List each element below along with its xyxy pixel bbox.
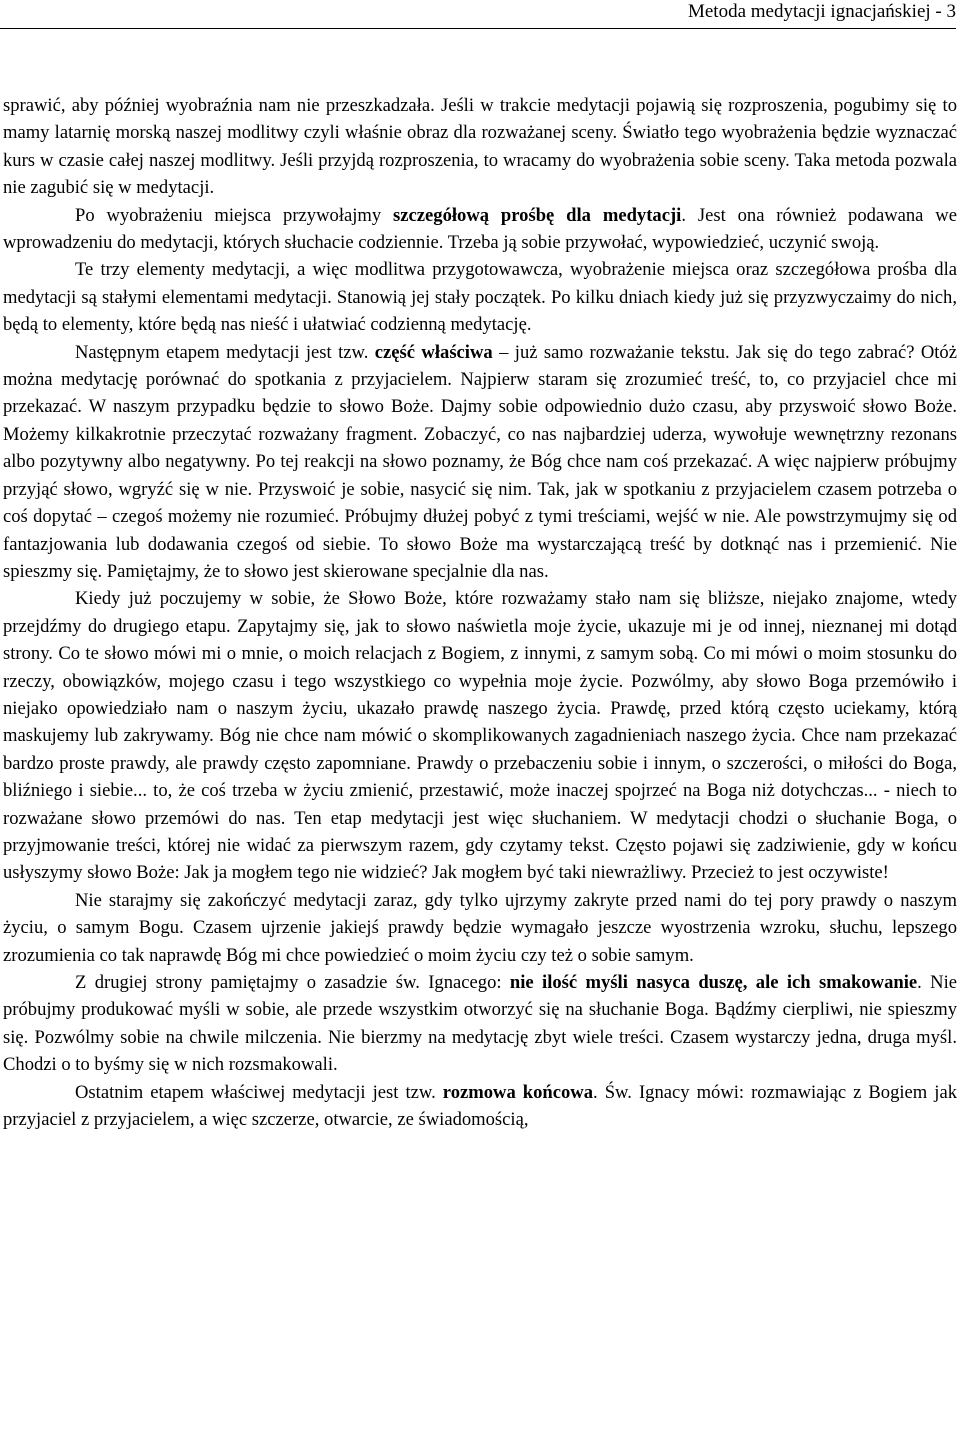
paragraph [3,256,957,338]
text-run: – już samo rozważanie tekstu. Jak się do tego zabrać? Otóż można medytację porównać do spotkania z przyjacielem. Najpierw staram się zrozumieć treść, to, co przyjaciel chce mi przekazać. W naszym przypadku będzie to słowo Boże. Dajmy sobie odpowiednio dużo czasu, aby przyswoić słowo Boże. Możemy kilkakrotnie przeczytać rozważany fragment. Zobaczyć, co nas najbardziej uderza, wywołuje wewnętrzny rezonans albo pozytywny albo negatywny. Po tej reakcji na słowo poznamy, że Bóg chce nam coś przekazać. A więc najpierw próbujmy przyjąć słowo, wgryźć się w nie. Przyswoić je sobie, nasycić się nim. Tak, jak w spotkaniu z przyjacielem czasem potrzeba o coś dopytać – czegoś możemy nie rozumieć. Próbujmy dłużej pobyć z tymi treściami, wejść w nie. Ale powstrzymujmy się od fantazjowania lub dodawania czegoś od siebie. To słowo Boże ma wystarczającą treść by dotknąć nas i przemienić. Nie spieszmy się. Pamiętajmy, że to słowo jest skierowane specjalnie dla nas. [3,341,957,582]
text-run: Po wyobrażeniu miejsca przywołajmy [75,204,394,226]
text-run: . Nie próbujmy produkować myśli w sobie, ale przede wszystkim otworzyć się na słuchanie Boga. Bądźmy cierpliwi, nie spieszmy się. Pozwólmy sobie na chwile milczenia. Nie bierzmy na medytację zbyt wiele treści. Czasem wystarczy jedna, druga myśl. Chodzi o to byśmy się w nich rozsmakowali. [3,972,958,1076]
emphasis-text: nie ilość myśli nasyca duszę, ale ich smakowanie [509,972,918,993]
text-run: Te trzy elementy medytacji, a więc modlitwa przygotowawcza, wyobrażenie miejsca oraz szczegółowa prośba dla medytacji są stałymi elementami medytacji. Stanowią jej stały początek. Po kilku dniach kiedy już się przyzwyczaimy do nich, będą to elementy, które będą nas nieść i ułatwiać codzienną medytację. [3,259,957,336]
paragraph [3,1079,957,1134]
paragraph [3,92,957,202]
running-header: Metoda medytacji ignacjańskiej - 3 [0,0,956,29]
emphasis-text: szczegółową prośbę dla medytacji [393,204,682,226]
text-run: . Jest ona również podawana we wprowadzeniu do medytacji, których słuchacie codziennie. Trzeba ją sobie przywołać, wypowiedzieć, uczynić swoją. [3,204,957,254]
document-body [3,92,957,1133]
emphasis-text: część właściwa [374,341,493,363]
paragraph [3,585,957,886]
paragraph [3,969,957,1079]
text-run: Kiedy już poczujemy w sobie, że Słowo Boże, które rozważamy stało nam się bliższe, niejako znajome, wtedy przejdźmy do drugiego etapu. Zapytajmy się, jak to słowo naświetla moje życie, ukazuje mi je od innej, nieznanej mi dotąd strony. Co te słowo mówi mi o mnie, o moich relacjach z Bogiem, z innymi, z samym sobą. Co mi mówi o moim stosunku do rzeczy, obowiązków, mojego czasu i tego wszystkiego co wypełnia moje życie. Pozwólmy, aby słowo Boga przemówiło i niejako opowiedziało nam o naszym życiu, ukazało prawdę naszego życia. Prawdę, przed którą często uciekamy, którą maskujemy lub zakrywamy. Bóg nie chce nam mówić o skomplikowanych zagadnieniach naszego życia. Chce nam przekazać bardzo proste prawdy, ale prawdy często zapomniane. Prawdy o przebaczeniu sobie i innym, o szczerości, o miłości do Boga, bliźniego i siebie... to, że coś trzeba w życiu zmienić, przestawić, może inaczej spojrzeć na Boga niż dotychczas... - niech to rozważane słowo przemówi do nas. Ten etap medytacji jest więc słuchaniem. W medytacji chodzi o słuchanie Boga, o przyjmowanie treści, której nie widać za pierwszym razem, gdy czytamy tekst. Często pojawi się zadziwienie, gdy w końcu usłyszymy słowo Boże: Jak ja mogłem tego nie widzieć? Jak mogłem być taki niewrażliwy. Przecież to jest oczywiste! [3,588,957,884]
paragraph [3,339,957,586]
paragraph [3,887,957,969]
text-run: Nie starajmy się zakończyć medytacji zaraz, gdy tylko ujrzymy zakryte przed nami do tej pory prawdy o naszym życiu, o samym Bogu. Czasem ujrzenie jakiejś prawdy będzie wymagało jeszcze wyostrzenia wzroku, słuchu, lepszego zrozumienia co tak naprawdę Bóg mi chce powiedzieć o moim życiu czy też o sobie samym. [3,889,957,966]
text-run: Ostatnim etapem właściwej medytacji jest tzw. [75,1081,443,1103]
text-run: sprawić, aby później wyobraźnia nam nie przeszkadzała. Jeśli w trakcie medytacji pojawią się rozproszenia, pogubimy się to mamy latarnię morską naszej modlitwy czyli właśnie obraz dla rozważanej sceny. Światło tego wyobrażenia będzie wyznaczać kurs w czasie całej naszej modlitwy. Jeśli przyjdą rozproszenia, to wracamy do wyobrażenia sobie sceny. Taka metoda pozwala nie zagubić się w medytacji. [3,95,957,199]
text-run: . Św. Ignacy mówi: rozmawiając z Bogiem jak przyjaciel z przyjacielem, a więc szczerze, otwarcie, ze świadomością, [3,1081,957,1131]
emphasis-text: rozmowa końcowa [442,1081,594,1103]
text-run: Następnym etapem medytacji jest tzw. [75,341,375,363]
paragraph [3,202,957,257]
text-run: Z drugiej strony pamiętajmy o zasadzie św. Ignacego: [75,972,510,993]
